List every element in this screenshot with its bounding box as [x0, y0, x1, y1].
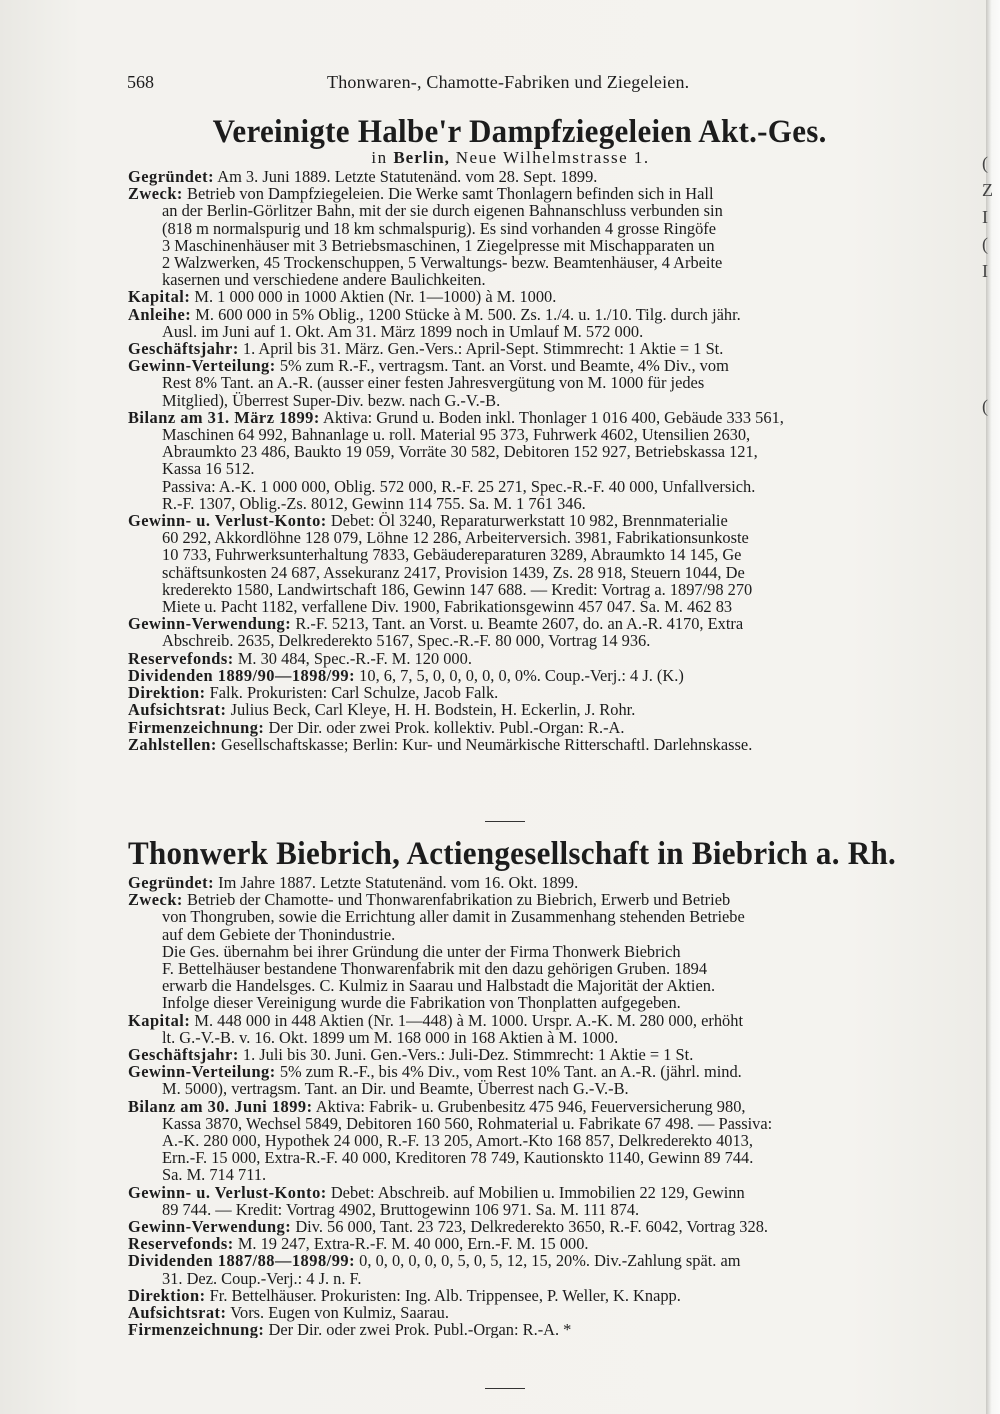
- field-label: Gewinn-Verteilung:: [128, 356, 276, 376]
- text-line: [128, 1321, 963, 1338]
- text-line: [128, 994, 963, 1011]
- location-city: Berlin,: [393, 148, 450, 167]
- field-text: Im Jahre 1887. Letzte Statutenänd. vom 16. Okt. 1899.: [218, 874, 579, 892]
- text-line: [128, 478, 963, 495]
- text-line: [128, 168, 963, 185]
- text-line: [128, 1080, 963, 1097]
- field-text: Ern.-F. 15 000, Extra-R.-F. 40 000, Kreditoren 78 749, Kautionskto 1140, Gewinn 89 744.: [162, 1148, 754, 1168]
- section-divider: [485, 821, 525, 822]
- location-prefix: in: [371, 148, 388, 167]
- text-line: [128, 409, 963, 426]
- field-text: 3 Maschinenhäuser mit 3 Betriebsmaschinen, 1 Ziegelpresse mit Mischapparaten un: [162, 235, 715, 255]
- field-label: Gewinn-Verteilung:: [128, 1062, 276, 1082]
- company-title: Vereinigte Halbe'r Dampfziegeleien Akt.-Ges.: [212, 114, 827, 150]
- text-line: [128, 306, 963, 323]
- text-line: [128, 1063, 963, 1080]
- field-text: Miete u. Pacht 1182, verfallene Div. 1900, Fabrikationsgewinn 457 047. Sa. M. 462 83: [162, 597, 733, 617]
- text-line: [128, 220, 963, 237]
- margin-glyph: [982, 339, 998, 366]
- field-text: Ausl. im Juni auf 1. Okt. Am 31. März 1899 noch in Umlauf M. 572 000.: [162, 321, 644, 341]
- text-line: [128, 1252, 963, 1269]
- field-text: Rest 8% Tant. an A.-R. (ausser einer festen Jahresvergütung von M. 1000 für jedes: [162, 373, 705, 393]
- field-text: 60 292, Akkordlöhne 128 079, Löhne 12 286, Arbeiterversich. 3981, Fabrikationsunkoste: [162, 528, 749, 548]
- field-text: erwarb die Handelsges. C. Kulmiz in Saarau und Halbstadt die Majorität der Aktien.: [162, 976, 716, 996]
- entry-body: [128, 168, 963, 753]
- field-label: Gewinn- u. Verlust-Konto:: [128, 1182, 327, 1202]
- text-line: [128, 1270, 963, 1287]
- text-line: [128, 546, 963, 563]
- field-text: M. 600 000 in 5% Oblig., 1200 Stücke à M. 500. Zs. 1./4. u. 1./10. Tilg. durch jähr.: [195, 304, 741, 324]
- field-label: Dividenden 1887/88—1898/99:: [128, 1251, 356, 1271]
- margin-glyph: Z: [982, 180, 993, 200]
- field-text: M. 30 484, Spec.-R.-F. M. 120 000.: [237, 648, 472, 668]
- text-line: [128, 632, 963, 649]
- field-text: M. 448 000 in 448 Aktien (Nr. 1—448) à M. 1000. Urspr. A.-K. M. 280 000, erhöht: [194, 1010, 743, 1030]
- field-text: M. 1 000 000 in 1000 Aktien (Nr. 1—1000) à M. 1000.: [194, 287, 557, 307]
- text-line: [128, 943, 963, 960]
- margin-glyph: (: [982, 234, 988, 254]
- field-label: Gegründet:: [128, 874, 215, 892]
- field-text: 2 Walzwerken, 45 Trockenschuppen, 5 Verwaltungs- bezw. Beamtenhäuser, 4 Arbeite: [162, 253, 723, 273]
- text-line: [128, 701, 963, 718]
- field-text: krederekto 1580, Landwirtschaft 186, Gewinn 147 688. — Kredit: Vortrag a. 1897/98 270: [162, 579, 753, 599]
- field-text: auf dem Gebiete der Thonindustrie.: [162, 924, 396, 944]
- field-text: Debet: Abschreib. auf Mobilien u. Immobilien 22 129, Gewinn: [330, 1182, 745, 1202]
- field-label: Kapital:: [128, 1010, 191, 1030]
- text-line: [128, 512, 963, 529]
- field-label: Firmenzeichnung:: [128, 1320, 265, 1339]
- field-text: 31. Dez. Coup.-Verj.: 4 J. n. F.: [162, 1268, 362, 1288]
- running-title: Thonwaren-, Chamotte-Fabriken und Ziegeleien.: [327, 72, 690, 92]
- field-label: Reservefonds:: [128, 1234, 234, 1254]
- field-text: Der Dir. oder zwei Prok. kollektiv. Publ.-Organ: R.-A.: [268, 717, 625, 737]
- company-entry-biebrich: [128, 834, 963, 1338]
- field-text: Maschinen 64 992, Bahnanlage u. roll. Material 95 373, Fuhrwerk 4602, Utensilien 2630,: [162, 425, 751, 445]
- field-label: Bilanz am 30. Juni 1899:: [128, 1096, 313, 1116]
- field-text: 0, 0, 0, 0, 0, 0, 5, 0, 5, 12, 15, 20%. Div.-Zahlung spät. am: [359, 1251, 741, 1271]
- text-line: [128, 288, 963, 305]
- text-line: [128, 874, 963, 891]
- field-text: Betrieb der Chamotte- und Thonwarenfabrikation zu Biebrich, Erwerb und Betrieb: [187, 890, 731, 910]
- field-label: Zahlstellen:: [128, 734, 217, 753]
- field-text: kasernen und verschiedene andere Baulichkeiten.: [162, 270, 486, 290]
- field-label: Zweck:: [128, 184, 183, 204]
- text-line: [128, 392, 963, 409]
- text-line: [128, 1132, 963, 1149]
- text-line: [128, 1149, 963, 1166]
- field-text: an der Berlin-Görlitzer Bahn, mit der sie durch eigenen Bahnanschluss verbunden sin: [162, 201, 723, 221]
- text-line: [128, 736, 963, 753]
- field-label: Gewinn-Verwendung:: [128, 614, 292, 634]
- field-label: Direktion:: [128, 1285, 206, 1305]
- text-line: [128, 1184, 963, 1201]
- field-text: lt. G.-V.-B. v. 16. Okt. 1899 um M. 168 000 in 168 Aktien à M. 1000.: [162, 1027, 619, 1047]
- field-text: 1. April bis 31. März. Gen.-Vers.: April-Sept. Stimmrecht: 1 Aktie = 1 St.: [242, 339, 724, 359]
- field-text: Die Ges. übernahm bei ihrer Gründung die unter der Firma Thonwerk Biebrich: [162, 941, 681, 961]
- text-line: [128, 323, 963, 340]
- margin-glyph: I: [982, 207, 988, 227]
- field-text: schäftsunkosten 24 687, Assekuranz 2417, Provision 1439, Zs. 28 918, Steuern 1044, De: [162, 562, 745, 582]
- text-line: [128, 891, 963, 908]
- text-line: [128, 185, 963, 202]
- field-text: Abschreib. 2635, Delkrederekto 5167, Spec.-R.-F. 80 000, Vortrag 14 936.: [162, 631, 651, 651]
- field-label: Gewinn-Verwendung:: [128, 1217, 292, 1237]
- text-line: [128, 1218, 963, 1235]
- field-label: Aufsichtsrat:: [128, 1303, 227, 1323]
- text-line: [128, 1287, 963, 1304]
- text-line: [128, 495, 963, 512]
- field-label: Reservefonds:: [128, 648, 234, 668]
- field-text: Aktiva: Fabrik- u. Grubenbesitz 475 946, Feuerversicherung 980,: [315, 1096, 746, 1116]
- field-label: Firmenzeichnung:: [128, 717, 265, 737]
- text-line: [128, 564, 963, 581]
- text-line: [128, 650, 963, 667]
- margin-glyph: (: [982, 153, 988, 173]
- text-line: [128, 598, 963, 615]
- field-text: Aktiva: Grund u. Boden inkl. Thonlager 1 016 400, Gebäude 333 561,: [323, 407, 784, 427]
- text-line: [128, 237, 963, 254]
- field-text: 5% zum R.-F., vertragsm. Tant. an Vorst. und Beamte, 4% Div., vom: [279, 356, 729, 376]
- field-label: Zweck:: [128, 890, 183, 910]
- company-title: Thonwerk Biebrich, Actiengesellschaft in Biebrich a. Rh.: [128, 836, 897, 872]
- text-line: [128, 1098, 963, 1115]
- text-line: [128, 202, 963, 219]
- field-text: (818 m normalspurig und 18 km schmalspurig). Es sind vorhanden 4 grosse Ringöfe: [162, 218, 717, 238]
- field-text: Mitglied), Überrest Super-Div. bezw. nach G.-V.-B.: [162, 390, 501, 410]
- location-street: Neue Wilhelmstrasse 1.: [455, 148, 650, 167]
- field-text: Der Dir. oder zwei Prok. Publ.-Organ: R.-A. *: [268, 1320, 572, 1339]
- margin-bleed-text: [982, 150, 998, 447]
- field-label: Geschäftsjahr:: [128, 339, 239, 359]
- text-line: [128, 667, 963, 684]
- text-line: [128, 1201, 963, 1218]
- text-line: [128, 960, 963, 977]
- field-text: A.-K. 280 000, Hypothek 24 000, R.-F. 13 205, Amort.-Kto 168 857, Delkrederekto 4013,: [162, 1131, 753, 1151]
- field-text: 89 744. — Kredit: Vortrag 4902, Bruttogewinn 106 971. Sa. M. 111 874.: [162, 1199, 640, 1219]
- field-label: Gewinn- u. Verlust-Konto:: [128, 511, 327, 531]
- company-entry-halbe: [128, 112, 963, 753]
- field-label: Aufsichtsrat:: [128, 700, 227, 720]
- text-line: [128, 426, 963, 443]
- text-line: [128, 254, 963, 271]
- field-text: Passiva: A.-K. 1 000 000, Oblig. 572 000, R.-F. 25 271, Spec.-R.-F. 40 000, Unfallversich.: [162, 476, 756, 496]
- field-label: Gegründet:: [128, 168, 215, 186]
- field-label: Anleihe:: [128, 304, 192, 324]
- entry-body: [128, 874, 963, 1338]
- text-line: [128, 1046, 963, 1063]
- field-text: von Thongruben, sowie die Errichtung aller damit in Zusammenhang stehenden Betriebe: [162, 907, 745, 927]
- text-line: [128, 1235, 963, 1252]
- page-number: 568: [127, 72, 154, 92]
- field-text: M. 19 247, Extra-R.-F. M. 40 000, Ern.-F. M. 15 000.: [237, 1234, 589, 1254]
- field-text: Kassa 16 512.: [162, 459, 255, 479]
- text-line: [128, 926, 963, 943]
- field-label: Kapital:: [128, 287, 191, 307]
- text-line: [128, 460, 963, 477]
- text-line: [128, 271, 963, 288]
- field-text: M. 5000), vertragsm. Tant. an Dir. und Beamte, Überrest nach G.-V.-B.: [162, 1079, 629, 1099]
- field-label: Geschäftsjahr:: [128, 1045, 239, 1065]
- text-line: [128, 1166, 963, 1183]
- field-text: 5% zum R.-F., bis 4% Div., vom Rest 10% Tant. an A.-R. (jährl. mind.: [279, 1062, 742, 1082]
- field-text: Am 3. Juni 1889. Letzte Statutenänd. vom 28. Sept. 1899.: [217, 168, 598, 186]
- margin-glyph: I: [982, 261, 988, 281]
- margin-glyph: [982, 285, 998, 312]
- field-text: Infolge dieser Vereinigung wurde die Fabrikation von Thonplatten aufgegeben.: [162, 993, 681, 1013]
- text-line: [128, 1115, 963, 1132]
- end-divider: [485, 1388, 525, 1389]
- field-text: R.-F. 5213, Tant. an Vorst. u. Beamte 2607, do. an A.-R. 4170, Extra: [295, 614, 744, 634]
- margin-glyph: [982, 312, 998, 339]
- field-text: 10, 6, 7, 5, 0, 0, 0, 0, 0, 0%. Coup.-Verj.: 4 J. (K.): [359, 665, 684, 685]
- text-line: [128, 581, 963, 598]
- text-line: [128, 1012, 963, 1029]
- text-line: [128, 340, 963, 357]
- text-line: [128, 908, 963, 925]
- text-line: [128, 1304, 963, 1321]
- text-line: [128, 684, 963, 701]
- field-text: Julius Beck, Carl Kleye, H. H. Bodstein, H. Eckerlin, J. Rohr.: [230, 700, 636, 720]
- field-text: Debet: Öl 3240, Reparaturwerkstatt 10 982, Brennmaterialie: [330, 511, 728, 531]
- field-text: Div. 56 000, Tant. 23 723, Delkrederekto 3650, R.-F. 6042, Vortrag 328.: [295, 1217, 768, 1237]
- text-line: [128, 374, 963, 391]
- field-text: Fr. Bettelhäuser. Prokuristen: Ing. Alb. Trippensee, P. Weller, K. Knapp.: [209, 1285, 681, 1305]
- text-line: [128, 719, 963, 736]
- field-text: 1. Juli bis 30. Juni. Gen.-Vers.: Juli-Dez. Stimmrecht: 1 Aktie = 1 St.: [242, 1045, 694, 1065]
- text-line: [128, 443, 963, 460]
- field-text: Sa. M. 714 711.: [162, 1165, 267, 1185]
- field-text: Falk. Prokuristen: Carl Schulze, Jacob Falk.: [209, 683, 499, 703]
- text-line: [128, 529, 963, 546]
- margin-glyph: [982, 420, 998, 447]
- field-text: Kassa 3870, Wechsel 5849, Debitoren 160 560, Rohmaterial u. Fabrikate 67 498. — Passiva:: [162, 1113, 773, 1133]
- field-text: Vors. Eugen von Kulmiz, Saarau.: [230, 1303, 449, 1323]
- text-line: [128, 977, 963, 994]
- field-label: Direktion:: [128, 683, 206, 703]
- field-text: Betrieb von Dampfziegeleien. Die Werke samt Thonlagern befinden sich in Hall: [187, 184, 714, 204]
- text-line: [128, 1029, 963, 1046]
- margin-glyph: (: [982, 396, 988, 416]
- text-line: [128, 357, 963, 374]
- field-label: Dividenden 1889/90—1898/99:: [128, 665, 356, 685]
- field-label: Bilanz am 31. März 1899:: [128, 407, 320, 427]
- field-text: Abraumkto 23 486, Baukto 19 059, Vorräte 30 582, Debitoren 152 927, Betriebskassa 121,: [162, 442, 758, 462]
- field-text: Gesellschaftskasse; Berlin: Kur- und Neumärkische Ritterschaftl. Darlehnskasse.: [220, 734, 753, 753]
- margin-glyph: [982, 366, 998, 393]
- field-text: F. Bettelhäuser bestandene Thonwarenfabrik mit den dazu gehörigen Gruben. 1894: [162, 959, 708, 979]
- field-text: 10 733, Fuhrwerksunterhaltung 7833, Gebäudereparaturen 3289, Abraumkto 14 145, Ge: [162, 545, 742, 565]
- text-line: [128, 615, 963, 632]
- field-text: R.-F. 1307, Oblig.-Zs. 8012, Gewinn 114 755. Sa. M. 1 761 346.: [162, 493, 586, 513]
